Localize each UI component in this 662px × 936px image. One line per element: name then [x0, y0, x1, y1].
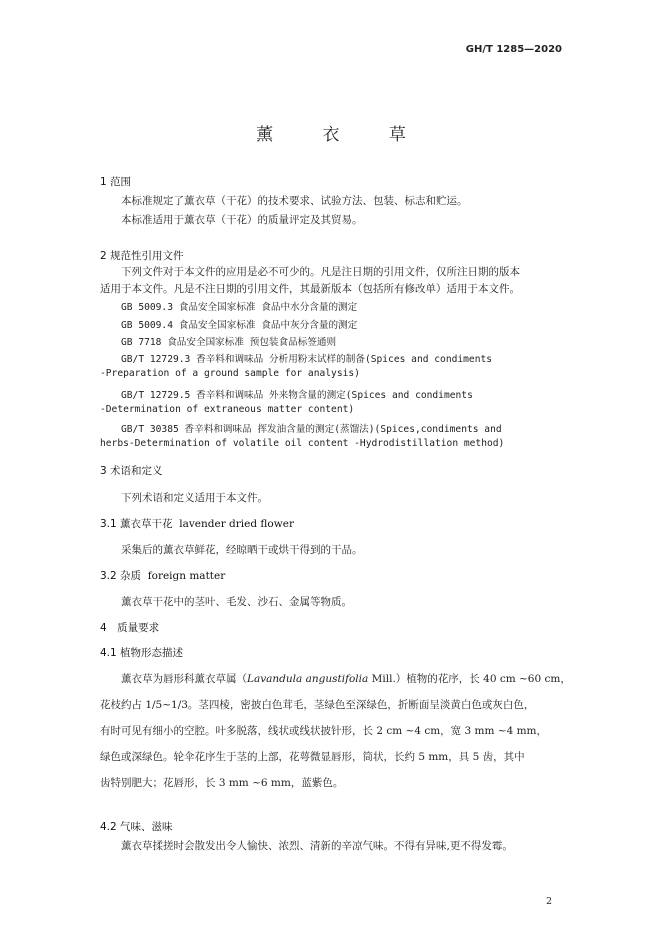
reference-gbt-12729-3-line-2: -Preparation of a ground sample for analysis) [100, 368, 360, 379]
section-4-1-heading: 4.1 植物形态描述 [100, 647, 184, 659]
reference-gbt-12729-3-line-1 [121, 351, 562, 365]
s41-l1-a: 薰衣草为唇形科薰衣草属（ [121, 673, 247, 685]
section-3-heading: 3 术语和定义 [100, 465, 163, 477]
section-1-line-2: 本标准适用于薰衣草（干花）的质量评定及其贸易。 [121, 214, 363, 226]
standard-code: GH/T 1285—2020 [465, 44, 562, 55]
reference-gbt-12729-5-line-2: -Determination of extraneous matter content) [100, 404, 355, 415]
reference-gb-5009-3: GB 5009.3 食品安全国家标准 食品中水分含量的测定 [121, 302, 358, 313]
section-4-heading: 4 质量要求 [100, 622, 160, 634]
term-3-1-english: lavender dried flower [179, 518, 294, 530]
section-4-1-line-5: 齿特别肥大；花唇形，长 3 mm ~6 mm，蓝紫色。 [100, 777, 344, 789]
page-number: 2 [545, 896, 552, 907]
s41-l1-b: Mill.）植物的花序，长 40 cm ~60 cm， [368, 673, 571, 685]
reference-gb-5009-4: GB 5009.4 食品安全国家标准 食品中灰分含量的测定 [121, 320, 358, 331]
term-3-2-definition: 薰衣草干花中的茎叶、毛发、沙石、金属等物质。 [121, 596, 352, 608]
term-3-1-heading [100, 516, 294, 531]
section-3-intro: 下列术语和定义适用于本文件。 [121, 492, 268, 504]
section-4-1-line-2: 花枝约占 1/5~1/3。茎四棱，密披白色茸毛，茎绿色至深绿色，折断面呈淡黄白色或灰白色， [100, 699, 535, 711]
reference-gb-7718: GB 7718 食品安全国家标准 预包装食品标签通则 [121, 337, 337, 348]
section-4-2-line-1: 薰衣草揉搓时会散发出令人愉快、浓烈、清新的辛凉气味。不得有异味,更不得发霉。 [121, 840, 513, 852]
section-1-line-1: 本标准规定了薰衣草（干花）的技术要求、试验方法、包装、标志和贮运。 [121, 195, 468, 207]
reference-gbt-12729-5-line-1: GB/T 12729.5 香辛料和调味品 外来物含量的测定(Spices and condiments [121, 390, 473, 401]
term-3-1-definition: 采集后的薰衣草鲜花，经晾晒干或烘干得到的干品。 [121, 544, 363, 556]
term-3-2-number-cn: 3.2 杂质 [100, 570, 142, 582]
section-2-intro-2: 适用于本文件。凡是不注日期的引用文件，其最新版本（包括所有修改单）适用于本文件。 [100, 283, 520, 295]
section-4-2-heading: 4.2 气味、滋味 [100, 821, 173, 833]
reference-gbt-30385-line-1: GB/T 30385 香辛料和调味品 挥发油含量的测定(蒸馏法)(Spices,condiments and [121, 424, 502, 435]
section-4-1-line-4: 绿色或深绿色。轮伞花序生于茎的上部，花萼微显唇形，筒状，长约 5 mm，具 5 齿，其中 [100, 751, 525, 763]
section-4-1-line-3: 有时可见有细小的空腔。叶多脱落，线状或线状披针形，长 2 cm ~4 cm，宽 3 mm ~4 mm， [100, 725, 548, 737]
section-1-heading: 1 范围 [100, 176, 132, 188]
section-4-1-line-1 [121, 671, 571, 686]
term-3-2-heading [100, 568, 225, 583]
section-2-intro-1: 下列文件对于本文件的应用是必不可少的。凡是注日期的引用文件，仅所注日期的版本 [121, 266, 520, 278]
latin-name: Lavandula angustifolia [247, 673, 369, 685]
document-title: 薰 衣 草 [256, 125, 428, 145]
term-3-1-number-cn: 3.1 薰衣草干花 [100, 518, 173, 530]
reference-gbt-30385-line-2: herbs-Determination of volatile oil content -Hydrodistillation method) [100, 438, 505, 449]
ref-12729-3-text: GB/T 12729.3 香辛料和调味品 分析用粉末试样的制备(Spices and condiments [121, 354, 493, 365]
section-2-heading: 2 规范性引用文件 [100, 250, 184, 262]
term-3-2-english: foreign matter [147, 570, 226, 582]
